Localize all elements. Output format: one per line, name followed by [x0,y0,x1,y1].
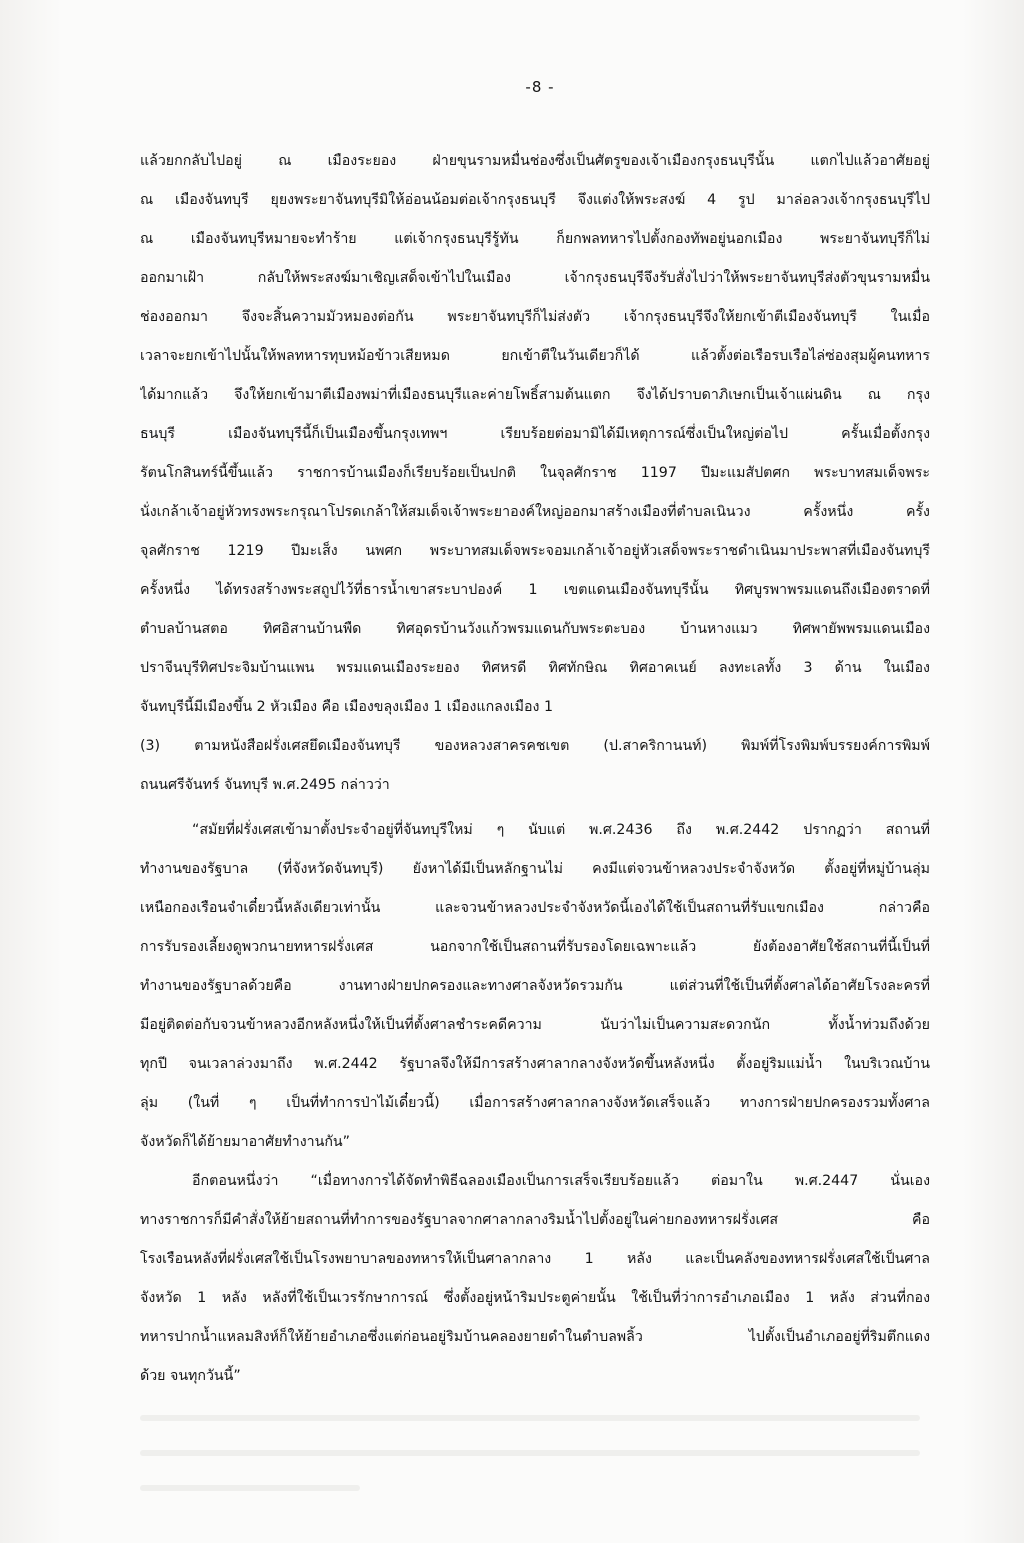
quote-1-line: ทำงานของรัฐบาล (ที่จังหวัดจันทบุรี) ยังหาได้มีเป็นหลักฐานไม่ คงมีแต่จวนข้าหลวงประจำจังหวัด ตั้งอยู่ที่หมู่บ้านลุ่ม [140,861,930,877]
quote-1-line: “สมัยที่ฝรั่งเศสเข้ามาตั้งประจำอยู่ที่จันทบุรีใหม่ ๆ นับแต่ พ.ศ.2436 ถึง พ.ศ.2442 ปรากฏว่า สถานที่ [192,822,930,838]
quote-1-line: เหนือกองเรือนจำเดี๋ยวนี้หลังเดียวเท่านั้น และจวนข้าหลวงประจำจังหวัดนี้เองได้ใช้เป็นสถานที่รับแขกเมือง กล่าวคือ [140,900,930,916]
paragraph-1-line: ครั้งหนึ่ง ได้ทรงสร้างพระสถูปไว้ที่ธารน้ำเขาสระบาปองค์ 1 เขตแดนเมืองจันทบุรีนั้น ทิศบูรพาพรมแดนถึงเมืองตราดที่ [140,582,930,598]
paragraph-1-line: แล้วยกกลับไปอยู่ ณ เมืองระยอง ฝ่ายขุนรามหมื่นช่องซึ่งเป็นศัตรูของเจ้าเมืองกรุงธนบุรีนั้น แตกไปแล้วอาศัยอยู่ [140,153,930,169]
quote-1-line: การรับรองเลี้ยงดูพวกนายทหารฝรั่งเศส นอกจากใช้เป็นสถานที่รับรองโดยเฉพาะแล้ว ยังต้องอาศัยใช้สถานที่นี้เป็นที่ [140,939,930,955]
quote-1-line: ลุ่ม (ในที่ ๆ เป็นที่ทำการป่าไม้เดี๋ยวนี้) เมื่อการสร้างศาลากลางจังหวัดเสร็จแล้ว ทางการฝ่ายปกครองรวมทั้งศาล [140,1095,930,1111]
paragraph-1-line: เวลาจะยกเข้าไปนั้นให้พลทหารทุบหม้อข้าวเสียหมด ยกเข้าตีในวันเดียวก็ได้ แล้วตั้งต่อเรือรบเรือไล่ซ่องสุมผู้คนทหาร [140,348,930,364]
paragraph-1-line: นั่งเกล้าเจ้าอยู่หัวทรงพระกรุณาโปรดเกล้าให้สมเด็จเจ้าพระยาองค์ใหญ่ออกมาสร้างเมืองที่ตำบลเนินวง ครั้งหนึ่ง ครั้ง [140,504,930,520]
paragraph-1-line: จุลศักราช 1219 ปีมะเส็ง นพศก พระบาทสมเด็จพระจอมเกล้าเจ้าอยู่หัวเสด็จพระราชดำเนินมาประพาสที่เมืองจันทบุรี [140,543,930,559]
quote-1-line: ทำงานของรัฐบาลด้วยคือ งานทางฝ่ายปกครองและทางศาลจังหวัดรวมกัน แต่ส่วนที่ใช้เป็นที่ตั้งศาลได้อาศัยโรงละครที่ [140,978,930,994]
paragraph-1-line: ณ เมืองจันทบุรี ยุยงพระยาจันทบุรีมิให้อ่อนน้อมต่อเจ้ากรุงธนบุรี จึงแต่งให้พระสงฆ์ 4 รูป มาล่อลวงเจ้ากรุงธนบุรีไป [140,192,930,208]
quote-2-line: ด้วย จนทุกวันนี้” [140,1368,241,1384]
paragraph-2-line: ถนนศรีจันทร์ จันทบุรี พ.ศ.2495 กล่าวว่า [140,777,390,793]
bleed-through-mark [140,1485,360,1491]
page-number: -8 - [525,78,555,96]
quote-2-line: อีกตอนหนึ่งว่า “เมื่อทางการได้จัดทำพิธีฉลองเมืองเป็นการเสร็จเรียบร้อยแล้ว ต่อมาใน พ.ศ.2447 นั่นเอง [192,1173,930,1189]
quote-2-line: ทางราชการก็มีคำสั่งให้ย้ายสถานที่ทำการของรัฐบาลจากศาลากลางริมน้ำไปตั้งอยู่ในค่ายกองทหารฝรั่งเศส คือ [140,1212,930,1228]
quote-2-line: ทหารปากน้ำแหลมสิงห์ก็ให้ย้ายอำเภอซึ่งแต่ก่อนอยู่ริมบ้านคลองยายดำในตำบลพลิ้ว ไปตั้งเป็นอำเภออยู่ที่ริมตึกแดง [140,1329,930,1345]
paragraph-1-line: ปราจีนบุรีทิศประจิมบ้านแพน พรมแดนเมืองระยอง ทิศหรดี ทิศทักษิณ ทิศอาคเนย์ ลงทะเลทั้ง 3 ด้าน ในเมือง [140,660,930,676]
paragraph-1-line: ตำบลบ้านสตอ ทิศอิสานบ้านพืด ทิศอุดรบ้านวังแก้วพรมแดนกับพระตะบอง บ้านหางแมว ทิศพายัพพรมแดนเมือง [140,621,930,637]
paragraph-1-line: ธนบุรี เมืองจันทบุรีนี้ก็เป็นเมืองขึ้นกรุงเทพฯ เรียบร้อยต่อมามิได้มีเหตุการณ์ซึ่งเป็นใหญ่ต่อไป ครั้นเมื่อตั้งกรุง [140,426,930,442]
quote-2-line: โรงเรือนหลังที่ฝรั่งเศสใช้เป็นโรงพยาบาลของทหารให้เป็นศาลากลาง 1 หลัง และเป็นคลังของทหารฝรั่งเศสใช้เป็นศาล [140,1251,930,1267]
paragraph-1-line: ช่องออกมา จึงจะสิ้นความมัวหมองต่อกัน พระยาจันทบุรีก็ไม่ส่งตัว เจ้ากรุงธนบุรีจึงให้ยกเข้าตีเมืองจันทบุรี ในเมื่อ [140,309,930,325]
paragraph-2-line: (3) ตามหนังสือฝรั่งเศสยึดเมืองจันทบุรี ของหลวงสาครคชเขต (ป.สาคริกานนท์) พิมพ์ที่โรงพิมพ์บรรยงค์การพิมพ์ [140,738,930,754]
quote-1-line: มีอยู่ติดต่อกับจวนข้าหลวงอีกหลังหนึ่งให้เป็นที่ตั้งศาลชำระคดีความ นับว่าไม่เป็นความสะดวกนัก ทั้งน้ำท่วมถึงด้วย [140,1017,930,1033]
bleed-through-mark [140,1450,920,1456]
quote-1-line: ทุกปี จนเวลาล่วงมาถึง พ.ศ.2442 รัฐบาลจึงให้มีการสร้างศาลากลางจังหวัดขึ้นหลังหนึ่ง ตั้งอยู่ริมแม่น้ำ ในบริเวณบ้าน [140,1056,930,1072]
paragraph-1-line: ณ เมืองจันทบุรีหมายจะทำร้าย แต่เจ้ากรุงธนบุรีรู้ทัน ก็ยกพลทหารไปตั้งกองทัพอยู่นอกเมือง พระยาจันทบุรีก็ไม่ [140,231,930,247]
quote-2-line: จังหวัด 1 หลัง หลังที่ใช้เป็นเวรรักษาการณ์ ซึ่งตั้งอยู่หน้าริมประตูค่ายนั้น ใช้เป็นที่ว่าการอำเภอเมือง 1 หลัง ส่วนที่กอง [140,1290,930,1306]
bleed-through-mark [140,1415,920,1421]
paragraph-1-line: ได้มากแล้ว จึงให้ยกเข้ามาตีเมืองพม่าที่เมืองธนบุรีและค่ายโพธิ์สามต้นแตก จึงได้ปราบดาภิเษกเป็นเจ้าแผ่นดิน ณ กรุง [140,387,930,403]
paragraph-1-line: รัตนโกสินทร์นี้ขึ้นแล้ว ราชการบ้านเมืองก็เรียบร้อยเป็นปกติ ในจุลศักราช 1197 ปีมะแมสัปตศก พระบาทสมเด็จพระ [140,465,930,481]
paragraph-1-line: ออกมาเฝ้า กลับให้พระสงฆ์มาเชิญเสด็จเข้าไปในเมือง เจ้ากรุงธนบุรีจึงรับสั่งไปว่าให้พระยาจันทบุรีส่งตัวขุนรามหมื่น [140,270,930,286]
quote-1-line: จังหวัดก็ได้ย้ายมาอาศัยทำงานกัน” [140,1134,350,1150]
paragraph-1-line: จันทบุรีนี้มีเมืองขึ้น 2 หัวเมือง คือ เมืองขลุงเมือง 1 เมืองแกลงเมือง 1 [140,699,553,715]
